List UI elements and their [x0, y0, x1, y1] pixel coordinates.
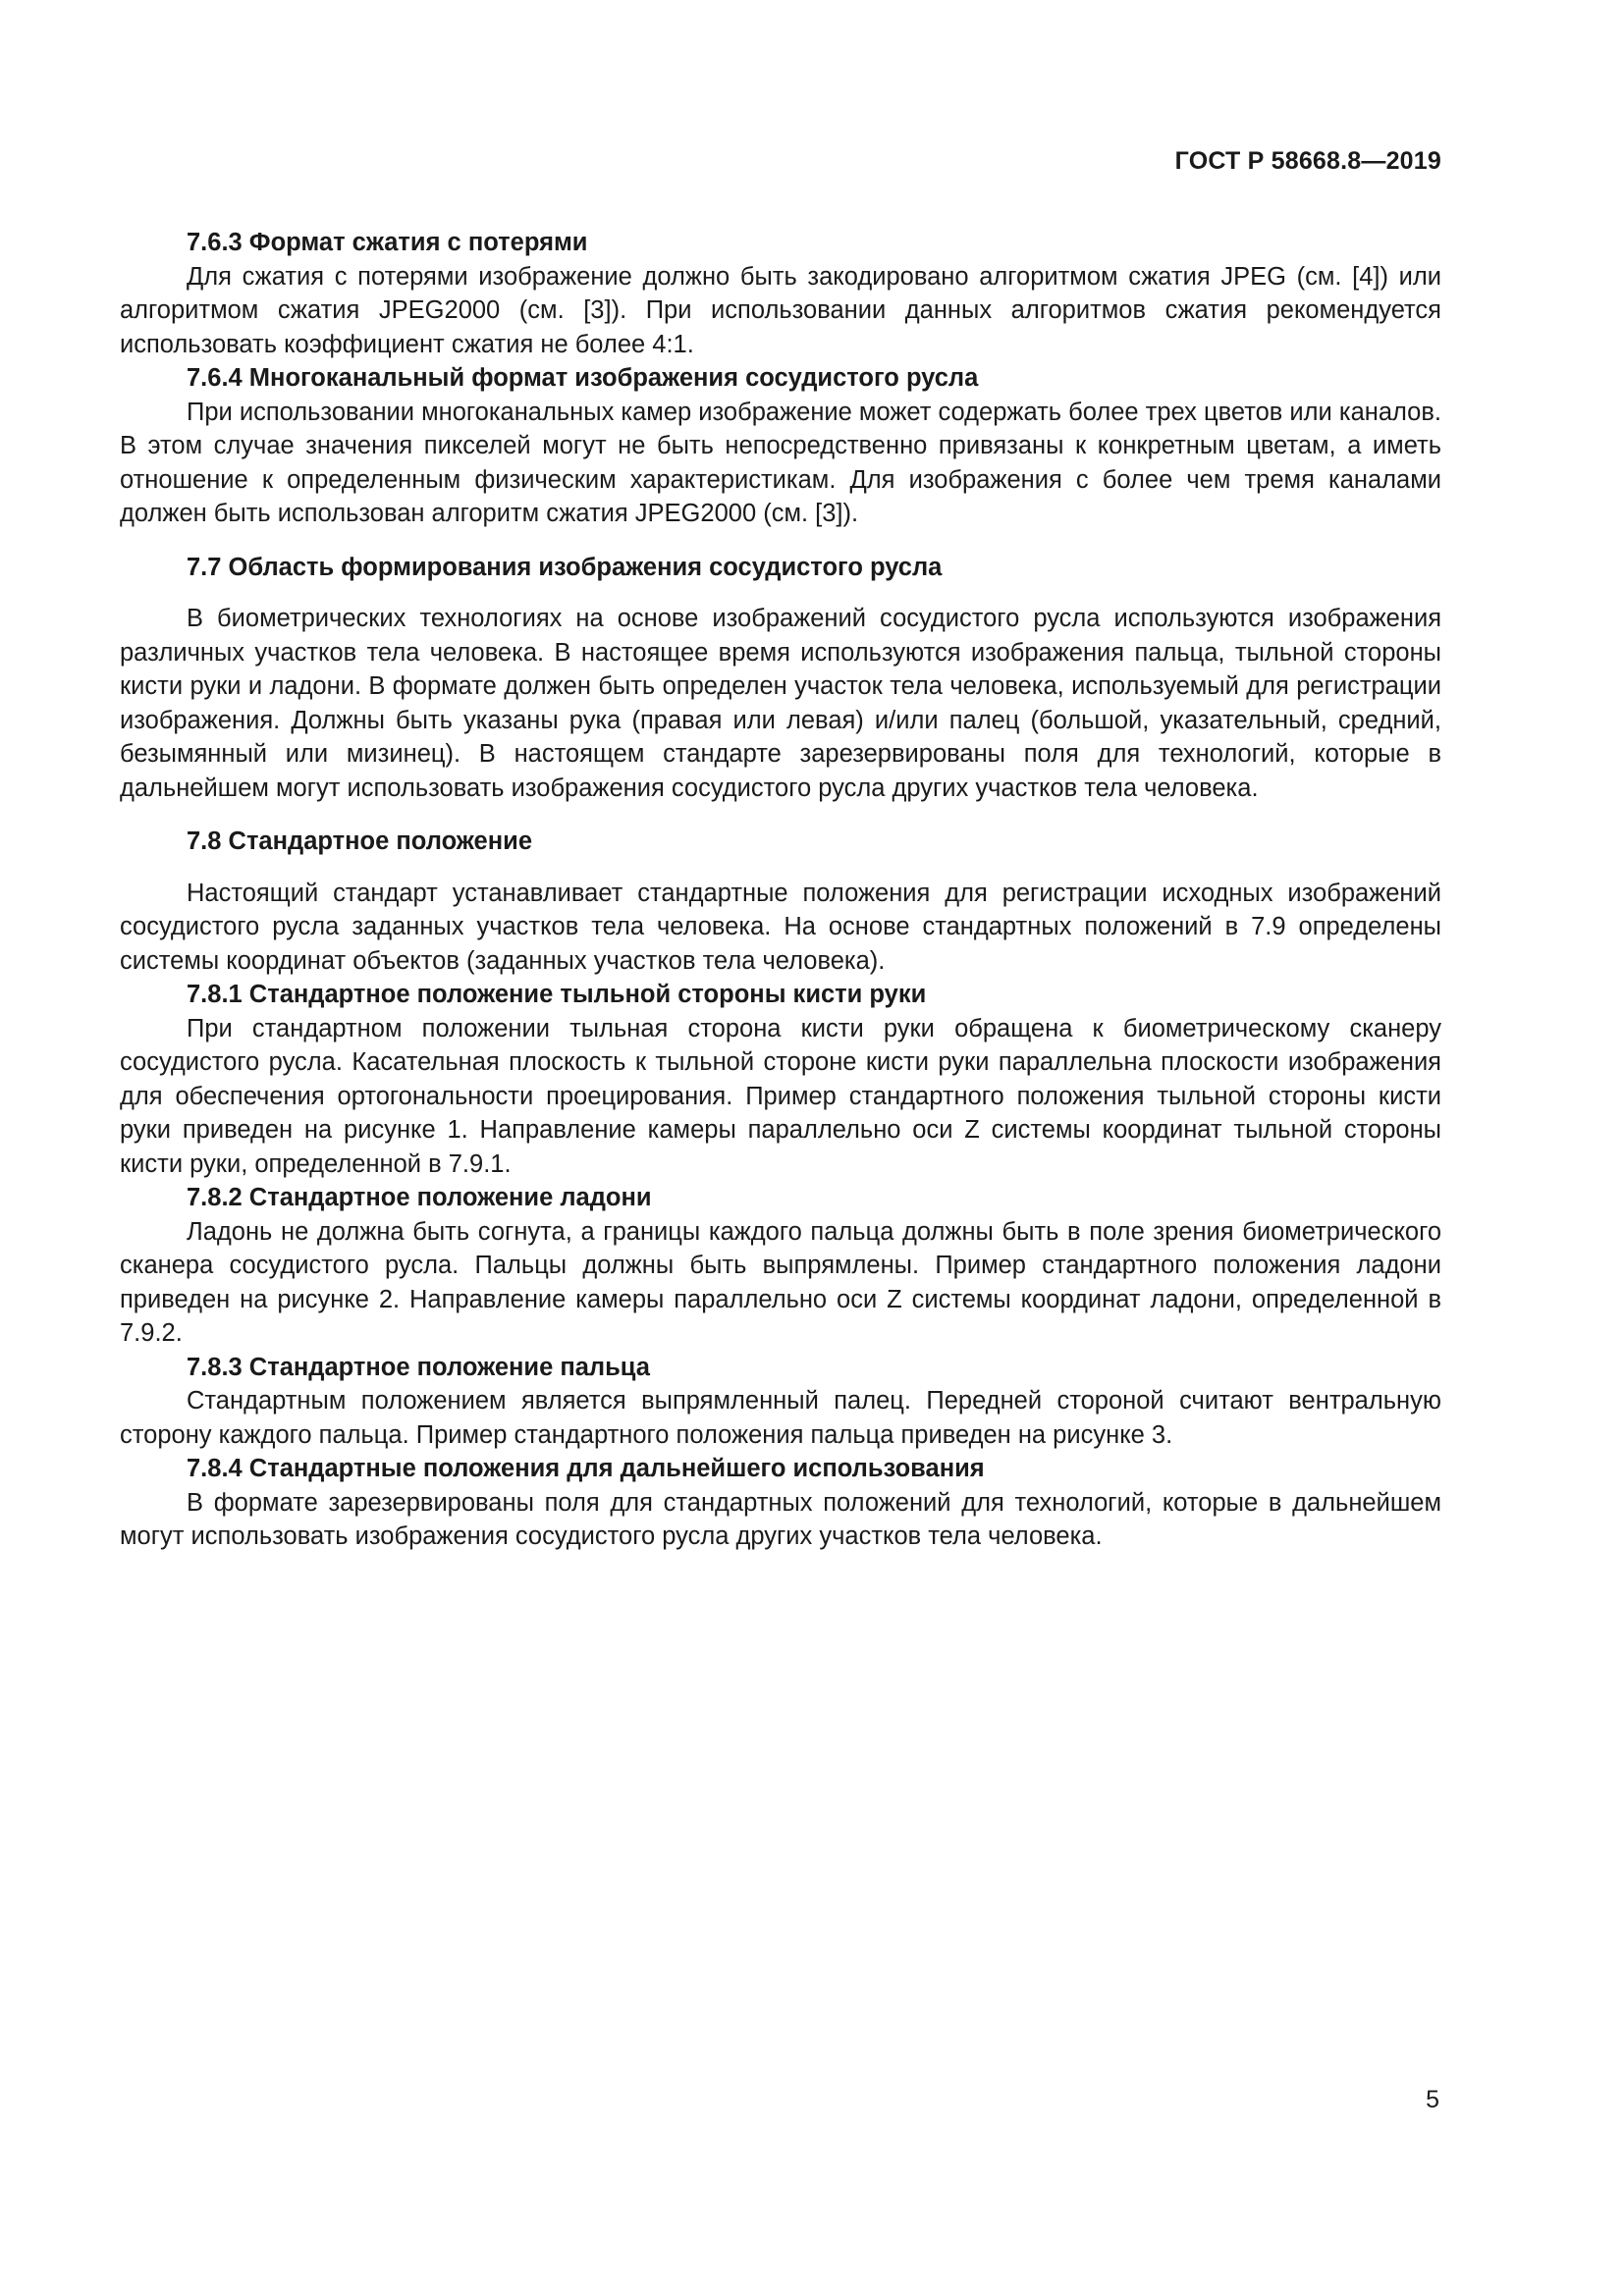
page-number: 5 — [1426, 2086, 1439, 2113]
section-heading-7-7: 7.7 Область формирования изображения сосудистого русла — [187, 553, 943, 581]
paragraph: Для сжатия с потерями изображение должно быть закодировано алгоритмом сжатия JPEG (см. [4]) или алгоритмом сжатия JPEG2000 (см. [3]). При использовании данных алгоритмов сжатия рекомендуется использовать коэффициент сжатия не более 4:1. — [120, 262, 1441, 358]
paragraph: Стандартным положением является выпрямленный палец. Передней стороной считают вентральную сторону каждого пальца. Пример стандартного положения пальца приведен на рисунке 3. — [120, 1387, 1441, 1449]
paragraph: Ладонь не должна быть согнута, а границы каждого пальца должны быть в поле зрения биометрического сканера сосудистого русла. Пальцы должны быть выпрямлены. Пример стандартного положения ладони приведен на рисунке 2. Направление камеры параллельно оси Z системы координат ладони, определенной в 7.9.2. — [120, 1217, 1441, 1347]
heading-7-8-4: 7.8.4 Стандартные положения для дальнейшего использования — [187, 1455, 985, 1482]
heading-7-8-1: 7.8.1 Стандартное положение тыльной стороны кисти руки — [187, 981, 927, 1008]
paragraph: В биометрических технологиях на основе изображений сосудистого русла используются изображения различных участков тела человека. В настоящее время используются изображения пальца, тыльной стороны кисти руки и ладони. В формате должен быть определен участок тела человека, используемый для регистрации изображения. Должны быть указаны рука (правая или левая) и/или палец (большой, указательный, средний, безымянный или мизинец). В настоящем стандарте зарезервированы поля для технологий, которые в дальнейшем могут использовать изображения сосудистого русла других участков тела человека. — [120, 605, 1441, 802]
paragraph: При стандартном положении тыльная сторона кисти руки обращена к биометрическому сканеру сосудистого русла. Касательная плоскость к тыльной стороне кисти руки параллельна плоскости изображения для обеспечения ортогональности проецирования. Пример стандартного положения тыльной стороны кисти руки приведен на рисунке 1. Направление камеры параллельно оси Z системы координат тыльной стороны кисти руки, определенной в 7.9.1. — [120, 1014, 1441, 1178]
document-header: ГОСТ Р 58668.8—2019 — [1174, 147, 1441, 175]
heading-7-6-4: 7.6.4 Многоканальный формат изображения сосудистого русла — [187, 364, 979, 392]
paragraph: В формате зарезервированы поля для стандартных положений для технологий, которые в дальнейшем могут использовать изображения сосудистого русла других участков тела человека. — [120, 1488, 1441, 1550]
heading-7-8-3: 7.8.3 Стандартное положение пальца — [187, 1353, 650, 1381]
document-body — [120, 226, 1441, 1554]
section-heading-7-8: 7.8 Стандартное положение — [187, 828, 532, 855]
heading-7-6-3: 7.6.3 Формат сжатия с потерями — [187, 229, 588, 256]
paragraph: При использовании многоканальных камер изображение может содержать более трех цветов или каналов. В этом случае значения пикселей могут не быть непосредственно привязаны к конкретным цветам, а иметь отношение к определенным физическим характеристикам. Для изображения с более чем тремя каналами должен быть использован алгоритм сжатия JPEG2000 (см. [3]). — [120, 398, 1442, 527]
heading-7-8-2: 7.8.2 Стандартное положение ладони — [187, 1184, 652, 1211]
paragraph: Настоящий стандарт устанавливает стандартные положения для регистрации исходных изображений сосудистого русла заданных участков тела человека. На основе стандартных положений в 7.9 определены системы координат объектов (заданных участков тела человека). — [120, 879, 1441, 975]
